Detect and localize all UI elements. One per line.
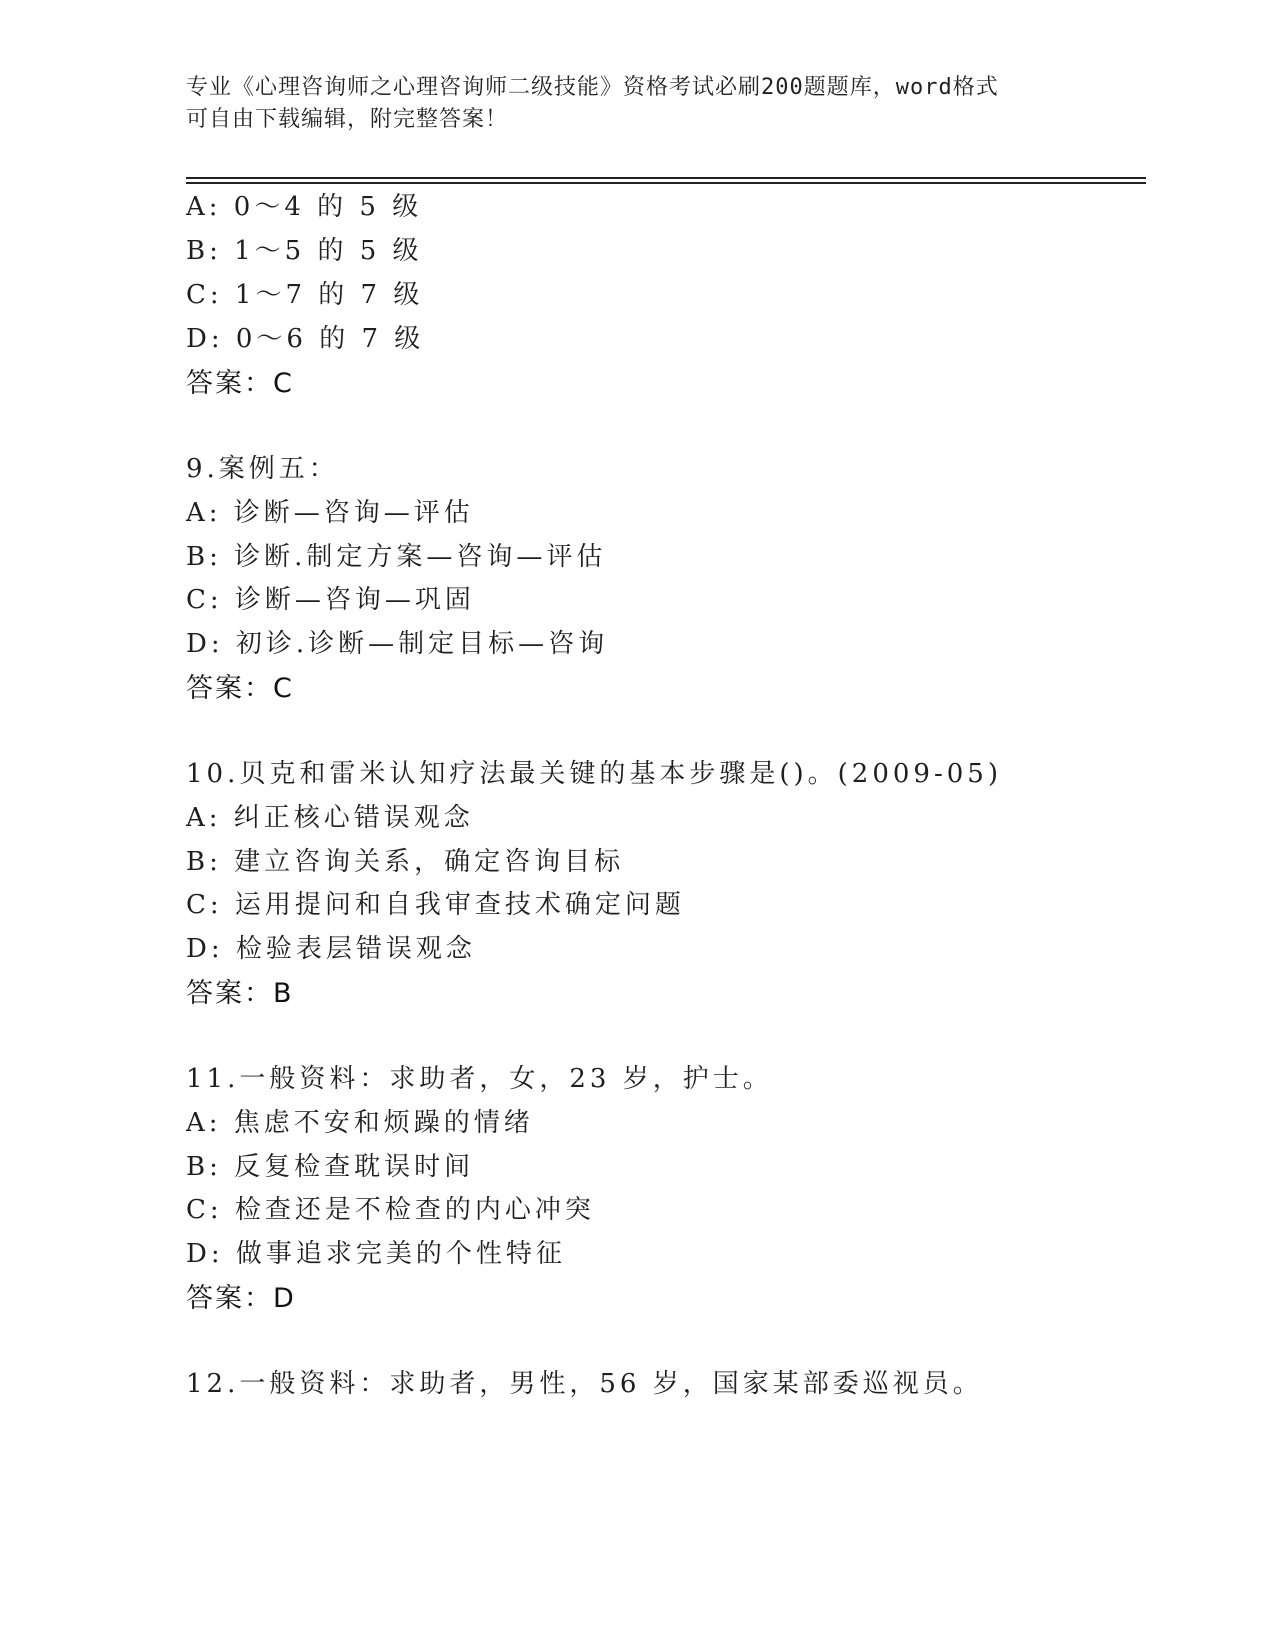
q10-option-b: B: 建立咨询关系，确定咨询目标 [186, 847, 625, 877]
q12-stem: 12.一般资料：求助者，男性，56 岁，国家某部委巡视员。 [186, 1369, 983, 1399]
q9-option-b: B: 诊断.制定方案—咨询—评估 [186, 542, 607, 572]
q8-option-c: C: 1～7 的 7 级 [186, 280, 424, 310]
q10-option-c: C: 运用提问和自我审查技术确定问题 [186, 890, 685, 920]
q9-stem: 9.案例五： [186, 454, 339, 484]
q9-option-a: A: 诊断—咨询—评估 [186, 498, 474, 528]
q11-option-a: A: 焦虑不安和烦躁的情绪 [186, 1108, 534, 1138]
q8-option-a: A: 0～4 的 5 级 [186, 192, 423, 222]
q11-answer: 答案：D [186, 1283, 296, 1314]
q10-option-a: A: 纠正核心错误观念 [186, 803, 474, 833]
header-divider-top [186, 177, 1146, 179]
q10-answer: 答案：B [186, 978, 294, 1009]
header-title-line: 专业《心理咨询师之心理咨询师二级技能》资格考试必刷200题题库，word格式 [186, 75, 999, 100]
q9-option-d: D: 初诊.诊断—制定目标—咨询 [186, 629, 609, 659]
q8-option-b: B: 1～5 的 5 级 [186, 236, 423, 266]
q10-option-d: D: 检验表层错误观念 [186, 934, 476, 964]
q9-option-c: C: 诊断—咨询—巩固 [186, 585, 475, 615]
q11-option-c: C: 检查还是不检查的内心冲突 [186, 1195, 595, 1225]
header-divider-bottom [186, 182, 1146, 184]
header-subtitle-line: 可自由下载编辑，附完整答案！ [186, 107, 509, 132]
q11-option-d: D: 做事追求完美的个性特征 [186, 1239, 566, 1269]
q11-stem: 11.一般资料：求助者，女，23 岁，护士。 [186, 1064, 773, 1094]
page-header [186, 72, 1086, 136]
q8-answer: 答案：C [186, 368, 294, 399]
q10-stem: 10.贝克和雷米认知疗法最关键的基本步骤是()。(2009-05) [186, 759, 1002, 789]
q8-option-d: D: 0～6 的 7 级 [186, 324, 425, 354]
q11-option-b: B: 反复检查耽误时间 [186, 1152, 475, 1182]
q9-answer: 答案：C [186, 673, 294, 704]
